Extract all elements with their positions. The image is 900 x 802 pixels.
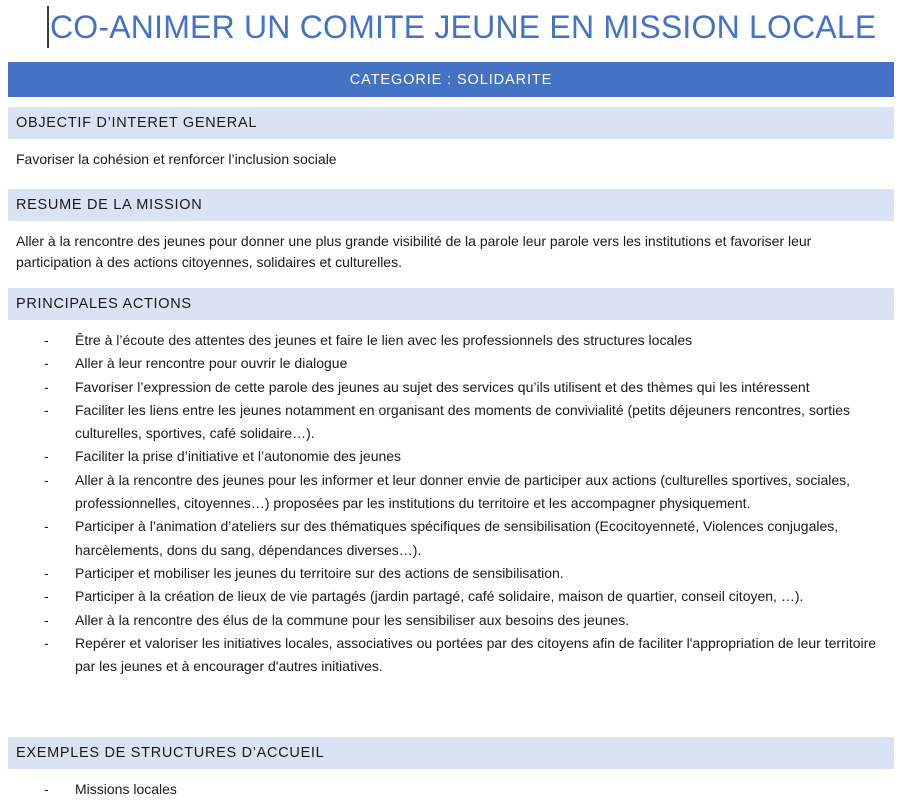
list-item-text: Aller à leur rencontre pour ouvrir le dialogue (75, 355, 348, 372)
list-item[interactable] (0, 352, 900, 375)
bullet-dash: - (44, 471, 49, 488)
list-item[interactable] (0, 445, 900, 468)
bullet-dash: - (44, 634, 49, 651)
list-item[interactable] (0, 469, 900, 516)
section-heading-objectif (8, 107, 894, 139)
list-item-text: Aller à la rencontre des élus de la commune pour les sensibiliser aux besoins des jeunes. (75, 611, 630, 628)
bullet-dash: - (44, 611, 49, 628)
document-title[interactable]: CO-ANIMER UN COMITE JEUNE EN MISSION LOCALE (50, 8, 877, 45)
title-row (47, 4, 876, 50)
list-item[interactable] (0, 632, 900, 679)
list-item[interactable] (0, 329, 900, 352)
list-item[interactable] (0, 609, 900, 632)
bullet-dash: - (44, 401, 49, 418)
bullet-dash: - (44, 781, 49, 797)
list-item[interactable] (0, 515, 900, 562)
list-item-text: Faciliter la prise d’initiative et l’autonomie des jeunes (75, 448, 402, 465)
list-item-text: Participer et mobiliser les jeunes du territoire sur des actions de sensibilisation. (75, 564, 564, 581)
actions-list (0, 329, 900, 678)
text-cursor (47, 6, 49, 48)
list-item[interactable] (0, 585, 900, 608)
objectif-paragraph[interactable]: Favoriser la cohésion et renforcer l’inclusion sociale (16, 151, 337, 167)
section-heading-actions (8, 288, 894, 320)
list-item-text: Participer à la création de lieux de vie partagés (jardin partagé, café solidaire, maison de quartier, conseil citoyen, …). (75, 588, 804, 605)
list-item-text: Favoriser l’expression de cette parole des jeunes au sujet des services qu’ils utilisent et des thèmes qui les intéressent (75, 378, 810, 395)
section-heading-label[interactable]: EXEMPLES DE STRUCTURES D’ACCUEIL (16, 745, 325, 761)
category-label[interactable]: CATEGORIE : SOLIDARITE (349, 71, 553, 88)
list-item[interactable] (0, 562, 900, 585)
section-heading-label[interactable]: OBJECTIF D’INTERET GENERAL (16, 115, 258, 131)
bullet-dash: - (44, 588, 49, 605)
list-item[interactable] (0, 778, 900, 801)
section-heading-label[interactable]: PRINCIPALES ACTIONS (16, 296, 192, 312)
section-heading-resume (8, 189, 894, 221)
list-item[interactable] (0, 376, 900, 399)
list-item-text: Faciliter les liens entre les jeunes notamment en organisant des moments de convivialité (petits déjeuners rencontres, sorties culturelles, sportives, café solidaire…). (75, 401, 851, 442)
resume-paragraph[interactable]: Aller à la rencontre des jeunes pour donner une plus grande visibilité de la parole leur parole vers les institutions et favoriser leur participation à des actions citoyennes, solidaires et culturelles. (16, 233, 812, 270)
list-item-text: Repérer et valoriser les initiatives locales, associatives ou portées par des citoyens afin de faciliter l'appropriation de leur territoire par les jeunes et à encourager d'autres initiatives. (75, 634, 877, 675)
list-item-text: Aller à la rencontre des jeunes pour les informer et leur donner envie de participer aux actions (culturelles sportives, sociales, professionnelles, citoyennes…) proposées par les institutions du territoire et les accompagner physiquement. (75, 471, 851, 512)
list-item-text: Participer à l’animation d’ateliers sur des thématiques spécifiques de sensibilisation (Ecocitoyenneté, Violences conjugales, harcèlements, dons du sang, dépendances diverses…). (75, 518, 839, 558)
section-heading-label[interactable]: RESUME DE LA MISSION (16, 197, 203, 213)
bullet-dash: - (44, 564, 49, 581)
list-item-text: Missions locales (75, 781, 177, 797)
category-banner (8, 62, 894, 97)
list-item-text: Être à l’écoute des attentes des jeunes et faire le lien avec les professionnels des structures locales (75, 332, 693, 348)
bullet-dash: - (44, 448, 49, 465)
bullet-dash: - (44, 378, 49, 395)
bullet-dash: - (44, 355, 49, 372)
section-heading-structures (8, 737, 894, 769)
list-item[interactable] (0, 399, 900, 446)
bullet-dash: - (44, 518, 49, 535)
bullet-dash: - (44, 332, 49, 348)
structures-list (0, 778, 900, 801)
